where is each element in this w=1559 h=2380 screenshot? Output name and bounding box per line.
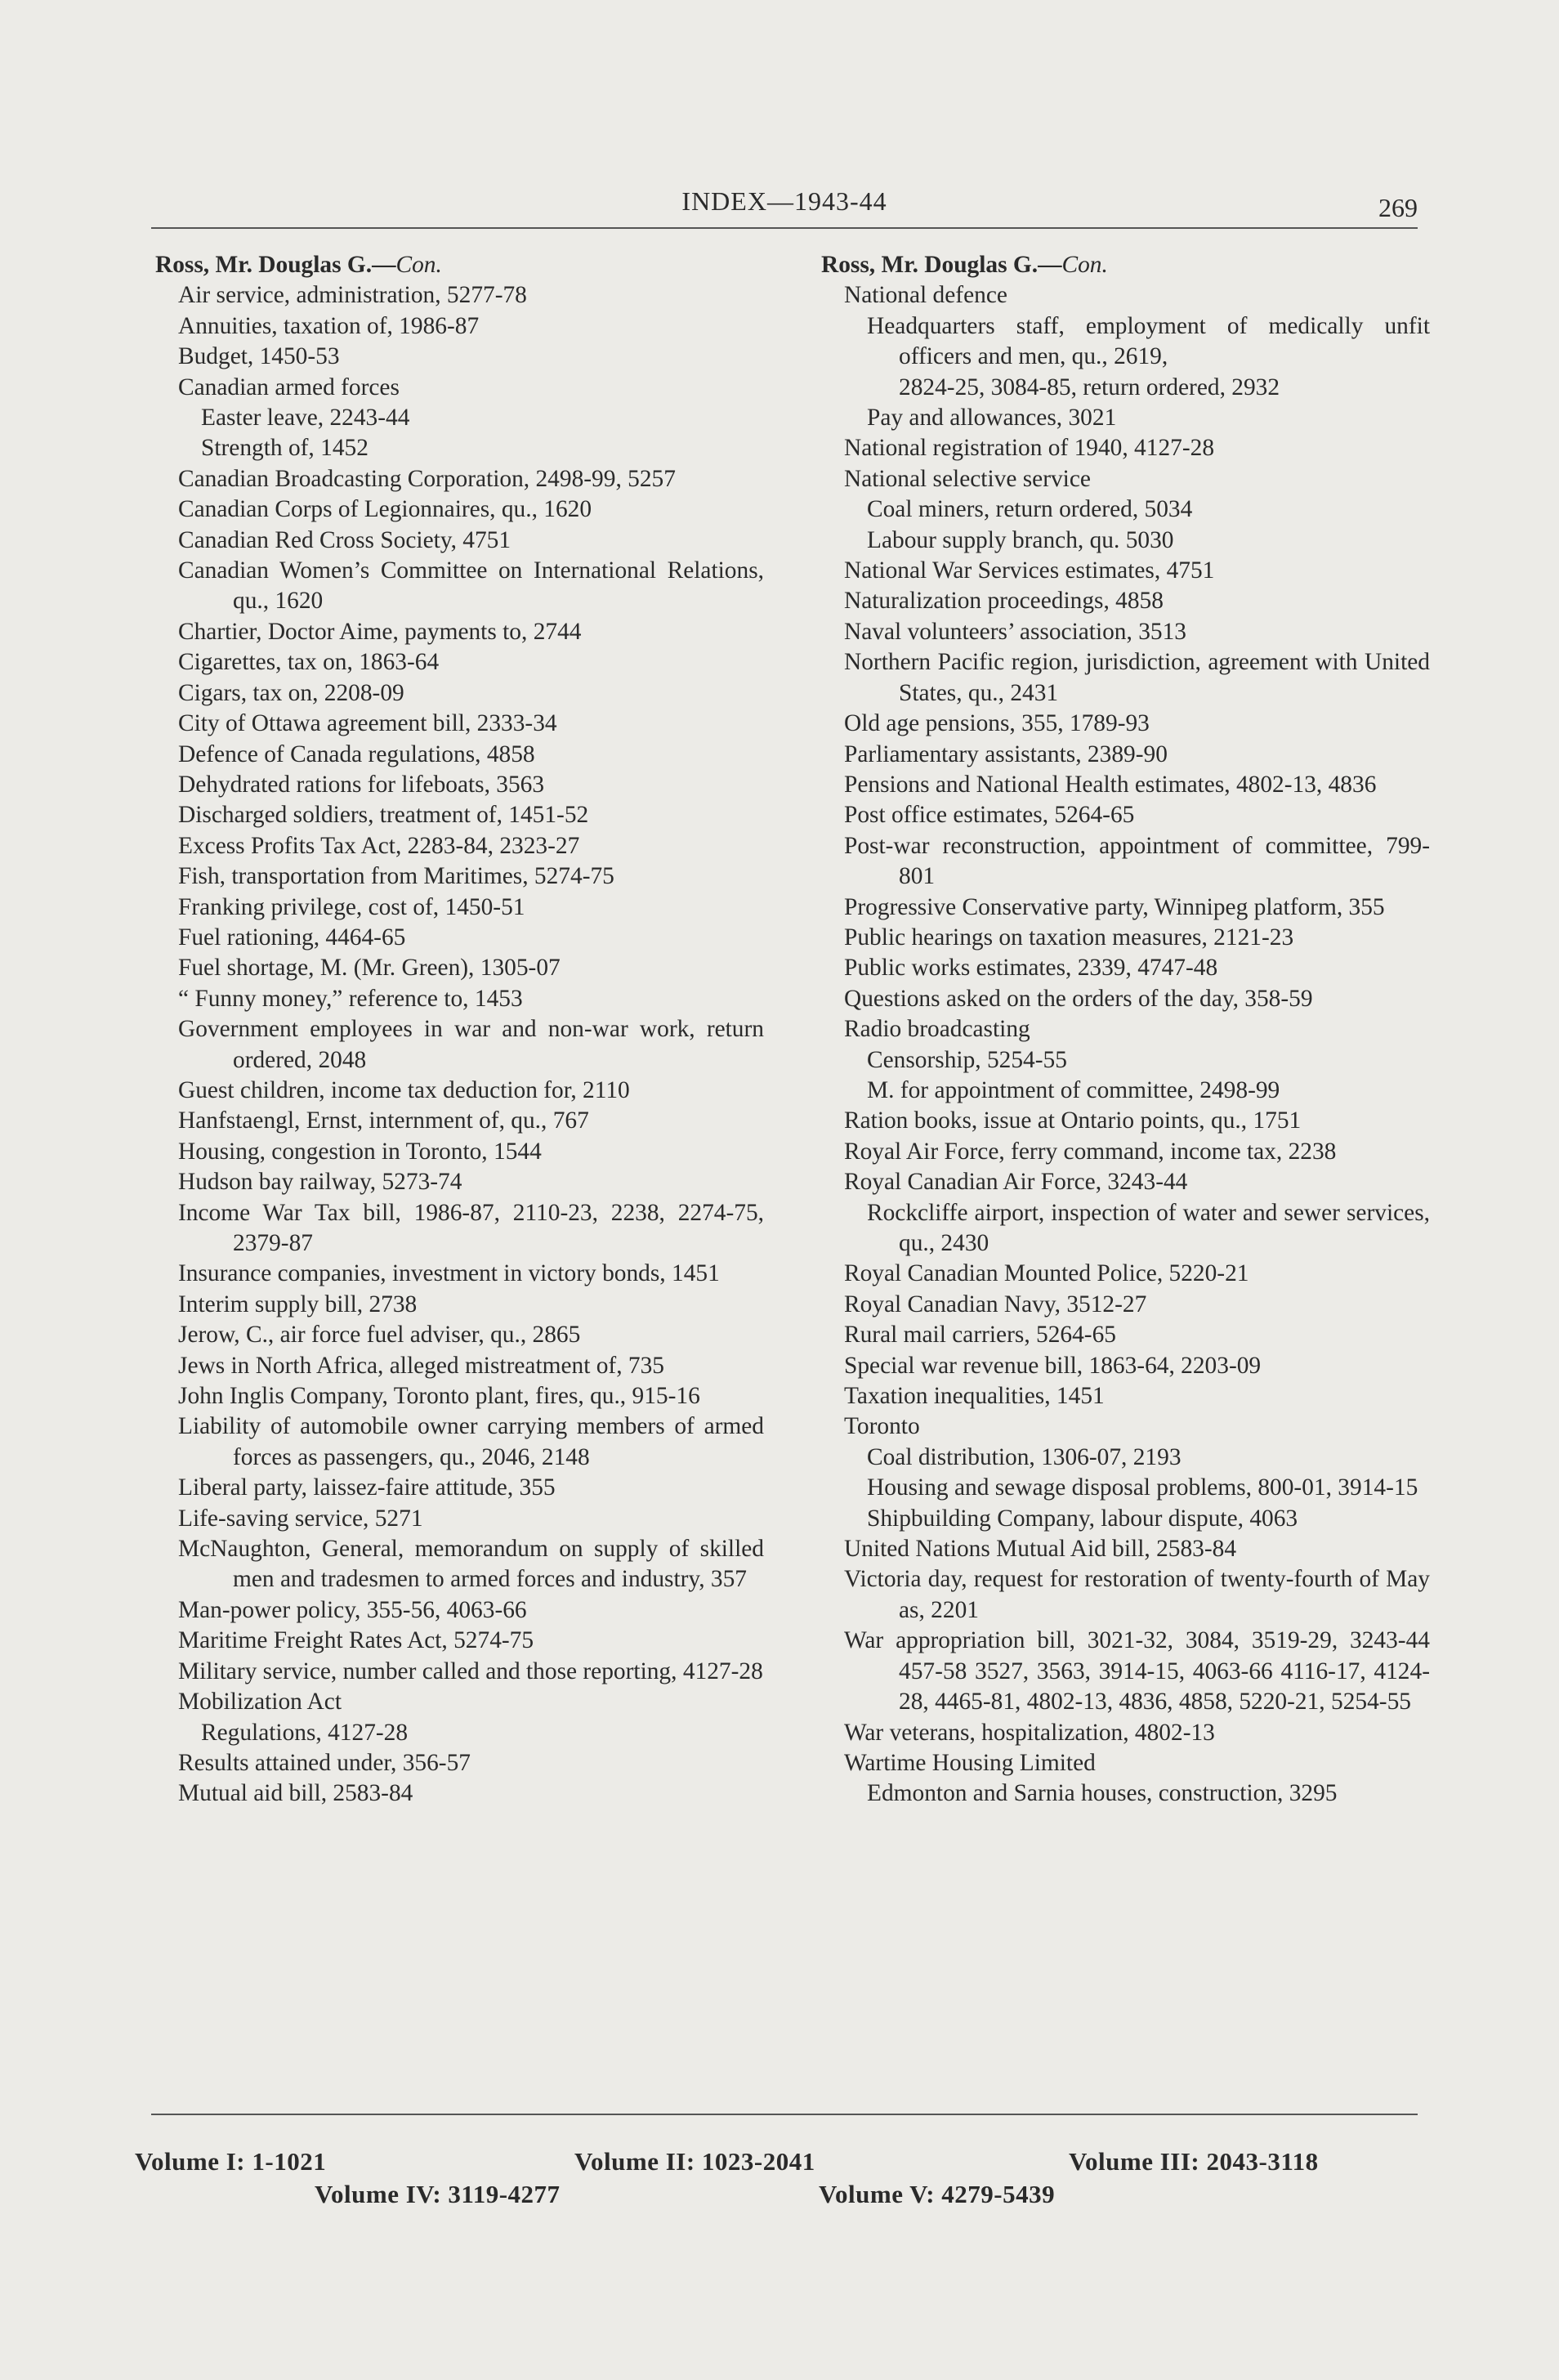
volume-4-range: Volume IV: 3119-4277 bbox=[315, 2180, 561, 2208]
index-entry: John Inglis Company, Toronto plant, fires, qu., 915-16 bbox=[178, 1383, 700, 1410]
volume-1-range: Volume I: 1-1021 bbox=[135, 2147, 327, 2176]
volume-2-range: Volume II: 1023-2041 bbox=[574, 2147, 815, 2176]
index-entry: Canadian Women’s Committee on International Relations, qu., 1620 bbox=[178, 557, 764, 615]
index-entry: Labour supply branch, qu. 5030 bbox=[867, 526, 1174, 553]
index-entry: Cigarettes, tax on, 1863-64 bbox=[178, 649, 440, 676]
index-entry: Dehydrated rations for lifeboats, 3563 bbox=[178, 771, 545, 798]
index-entry: Chartier, Doctor Aime, payments to, 2744 bbox=[178, 618, 582, 645]
index-entry: Rockcliffe airport, inspection of water and sewer services, qu., 2430 bbox=[867, 1199, 1430, 1256]
volume-3-range: Volume III: 2043-3118 bbox=[1069, 2147, 1319, 2176]
index-entry: Budget, 1450-53 bbox=[178, 343, 340, 370]
index-entry: 2824-25, 3084-85, return ordered, 2932 bbox=[899, 374, 1280, 400]
heading-continued: Con. bbox=[395, 252, 442, 278]
index-entry: Royal Canadian Air Force, 3243-44 bbox=[844, 1169, 1188, 1196]
index-entry: Insurance companies, investment in victory bonds, 1451 bbox=[178, 1260, 720, 1287]
index-entry: Excess Profits Tax Act, 2283-84, 2323-27 bbox=[178, 832, 580, 859]
index-entry: Censorship, 5254-55 bbox=[867, 1046, 1067, 1073]
page-number: 269 bbox=[1378, 193, 1418, 222]
index-entry: Liability of automobile owner carrying members of armed forces as passengers, qu., 2046, 2148 bbox=[178, 1413, 764, 1470]
index-entry: Air service, administration, 5277-78 bbox=[178, 282, 527, 309]
index-entry: Old age pensions, 355, 1789-93 bbox=[844, 710, 1150, 737]
index-entry: Public hearings on taxation measures, 2121-23 bbox=[844, 924, 1294, 951]
index-entry: Jews in North Africa, alleged mistreatment of, 735 bbox=[178, 1352, 665, 1379]
index-title: INDEX—1943-44 bbox=[681, 186, 887, 216]
index-entry: Maritime Freight Rates Act, 5274-75 bbox=[178, 1627, 534, 1654]
index-entry: Royal Canadian Mounted Police, 5220-21 bbox=[844, 1260, 1249, 1287]
index-entry: Ration books, issue at Ontario points, qu., 1751 bbox=[844, 1107, 1302, 1134]
index-entry: War appropriation bill, 3021-32, 3084, 3519-29, 3243-44 457-58 3527, 3563, 3914-15, 4063-66 4116-17, 4124-28, 4465-81, 4802-13, 4836, 4858, 5220-21, 5254-55 bbox=[844, 1627, 1430, 1716]
index-entry: Taxation inequalities, 1451 bbox=[844, 1383, 1105, 1410]
index-entry: Mutual aid bill, 2583-84 bbox=[178, 1780, 413, 1807]
index-entry: Cigars, tax on, 2208-09 bbox=[178, 679, 404, 706]
index-entry: Annuities, taxation of, 1986-87 bbox=[178, 312, 480, 339]
index-entry: National defence bbox=[844, 282, 1007, 309]
index-entry: Canadian Corps of Legionnaires, qu., 1620 bbox=[178, 496, 592, 523]
index-entry: Franking privilege, cost of, 1450-51 bbox=[178, 893, 525, 920]
index-entry: Canadian Broadcasting Corporation, 2498-99, 5257 bbox=[178, 465, 676, 492]
index-entry: Regulations, 4127-28 bbox=[201, 1719, 409, 1746]
index-entry: Parliamentary assistants, 2389-90 bbox=[844, 740, 1168, 767]
index-entry: Life-saving service, 5271 bbox=[178, 1505, 423, 1532]
index-entry: Easter leave, 2243-44 bbox=[201, 405, 410, 432]
page-header bbox=[151, 186, 1418, 229]
index-entry: Mobilization Act bbox=[178, 1689, 342, 1716]
index-entry: Defence of Canada regulations, 4858 bbox=[178, 740, 535, 767]
index-entry: Hudson bay railway, 5273-74 bbox=[178, 1169, 462, 1196]
index-entry: Coal miners, return ordered, 5034 bbox=[867, 496, 1193, 523]
index-entry: National registration of 1940, 4127-28 bbox=[844, 435, 1215, 462]
index-entry: Man-power policy, 355-56, 4063-66 bbox=[178, 1596, 527, 1623]
index-entry: Pay and allowances, 3021 bbox=[867, 405, 1117, 432]
volume-5-range: Volume V: 4279-5439 bbox=[819, 2180, 1056, 2208]
entry-heading bbox=[155, 250, 764, 280]
index-entry: McNaughton, General, memorandum on supply of skilled men and tradesmen to armed forces and industry, 357 bbox=[178, 1536, 764, 1593]
index-entry: Liberal party, laissez-faire attitude, 355 bbox=[178, 1474, 556, 1501]
index-entry: City of Ottawa agreement bill, 2333-34 bbox=[178, 710, 557, 737]
index-entry: Shipbuilding Company, labour dispute, 4063 bbox=[867, 1505, 1298, 1532]
heading-name: Ross, Mr. Douglas G.— bbox=[821, 252, 1062, 278]
index-entry: Post office estimates, 5264-65 bbox=[844, 802, 1135, 829]
index-entry: Northern Pacific region, jurisdiction, agreement with United States, qu., 2431 bbox=[844, 649, 1430, 706]
index-entry: Canadian Red Cross Society, 4751 bbox=[178, 526, 511, 553]
index-entry: Strength of, 1452 bbox=[201, 435, 369, 462]
index-entry: Hanfstaengl, Ernst, internment of, qu., 767 bbox=[178, 1107, 589, 1134]
index-entry: Housing and sewage disposal problems, 800-01, 3914-15 bbox=[867, 1474, 1418, 1501]
left-column bbox=[155, 250, 764, 1810]
index-entry: “ Funny money,” reference to, 1453 bbox=[178, 985, 523, 1012]
heading-continued: Con. bbox=[1061, 252, 1108, 278]
index-entry: Housing, congestion in Toronto, 1544 bbox=[178, 1138, 542, 1165]
index-entry: Income War Tax bill, 1986-87, 2110-23, 2238, 2274-75, 2379-87 bbox=[178, 1199, 764, 1256]
index-entry: Fuel shortage, M. (Mr. Green), 1305-07 bbox=[178, 955, 561, 982]
footer-rule bbox=[151, 2114, 1418, 2115]
index-entry: Radio broadcasting bbox=[844, 1016, 1030, 1043]
index-entry: Wartime Housing Limited bbox=[844, 1749, 1096, 1776]
index-entry: Canadian armed forces bbox=[178, 374, 400, 400]
index-entry: Headquarters staff, employment of medically unfit officers and men, qu., 2619, bbox=[867, 312, 1430, 370]
index-entry: Edmonton and Sarnia houses, construction, 3295 bbox=[867, 1780, 1338, 1807]
index-entry: Questions asked on the orders of the day, 358-59 bbox=[844, 985, 1313, 1012]
index-entry: Interim supply bill, 2738 bbox=[178, 1291, 418, 1318]
index-entry: United Nations Mutual Aid bill, 2583-84 bbox=[844, 1536, 1237, 1563]
index-entry: M. for appointment of committee, 2498-99 bbox=[867, 1076, 1280, 1103]
index-entry: Pensions and National Health estimates, 4802-13, 4836 bbox=[844, 771, 1377, 798]
index-entry: Royal Canadian Navy, 3512-27 bbox=[844, 1291, 1147, 1318]
index-entry: Victoria day, request for restoration of twenty-fourth of May as, 2201 bbox=[844, 1566, 1430, 1623]
index-entry: Fish, transportation from Maritimes, 5274-75 bbox=[178, 863, 614, 890]
index-entry: Military service, number called and those reporting, 4127-28 bbox=[178, 1658, 763, 1684]
index-entry: War veterans, hospitalization, 4802-13 bbox=[844, 1719, 1215, 1746]
index-entry: Public works estimates, 2339, 4747-48 bbox=[844, 955, 1218, 982]
index-entry: Special war revenue bill, 1863-64, 2203-09 bbox=[844, 1352, 1262, 1379]
index-entry: Results attained under, 356-57 bbox=[178, 1749, 471, 1776]
heading-name: Ross, Mr. Douglas G.— bbox=[155, 252, 396, 278]
index-entry: Coal distribution, 1306-07, 2193 bbox=[867, 1443, 1182, 1470]
index-entry: Rural mail carriers, 5264-65 bbox=[844, 1322, 1116, 1349]
index-entry: Post-war reconstruction, appointment of committee, 799-801 bbox=[844, 832, 1430, 890]
index-entry: Discharged soldiers, treatment of, 1451-52 bbox=[178, 802, 589, 829]
right-column bbox=[821, 250, 1430, 1810]
index-entry: Royal Air Force, ferry command, income tax, 2238 bbox=[844, 1138, 1337, 1165]
index-entry: Fuel rationing, 4464-65 bbox=[178, 924, 406, 951]
index-entry: Government employees in war and non-war work, return ordered, 2048 bbox=[178, 1016, 764, 1073]
index-entry: National selective service bbox=[844, 465, 1091, 492]
index-entry: National War Services estimates, 4751 bbox=[844, 557, 1215, 584]
index-entry: Guest children, income tax deduction for, 2110 bbox=[178, 1076, 630, 1103]
index-entry: Jerow, C., air force fuel adviser, qu., 2865 bbox=[178, 1322, 581, 1349]
entry-heading bbox=[821, 250, 1430, 280]
index-entry: Naval volunteers’ association, 3513 bbox=[844, 618, 1186, 645]
index-entry: Naturalization proceedings, 4858 bbox=[844, 588, 1164, 615]
index-entry: Progressive Conservative party, Winnipeg platform, 355 bbox=[844, 893, 1385, 920]
index-entry: Toronto bbox=[844, 1413, 920, 1440]
